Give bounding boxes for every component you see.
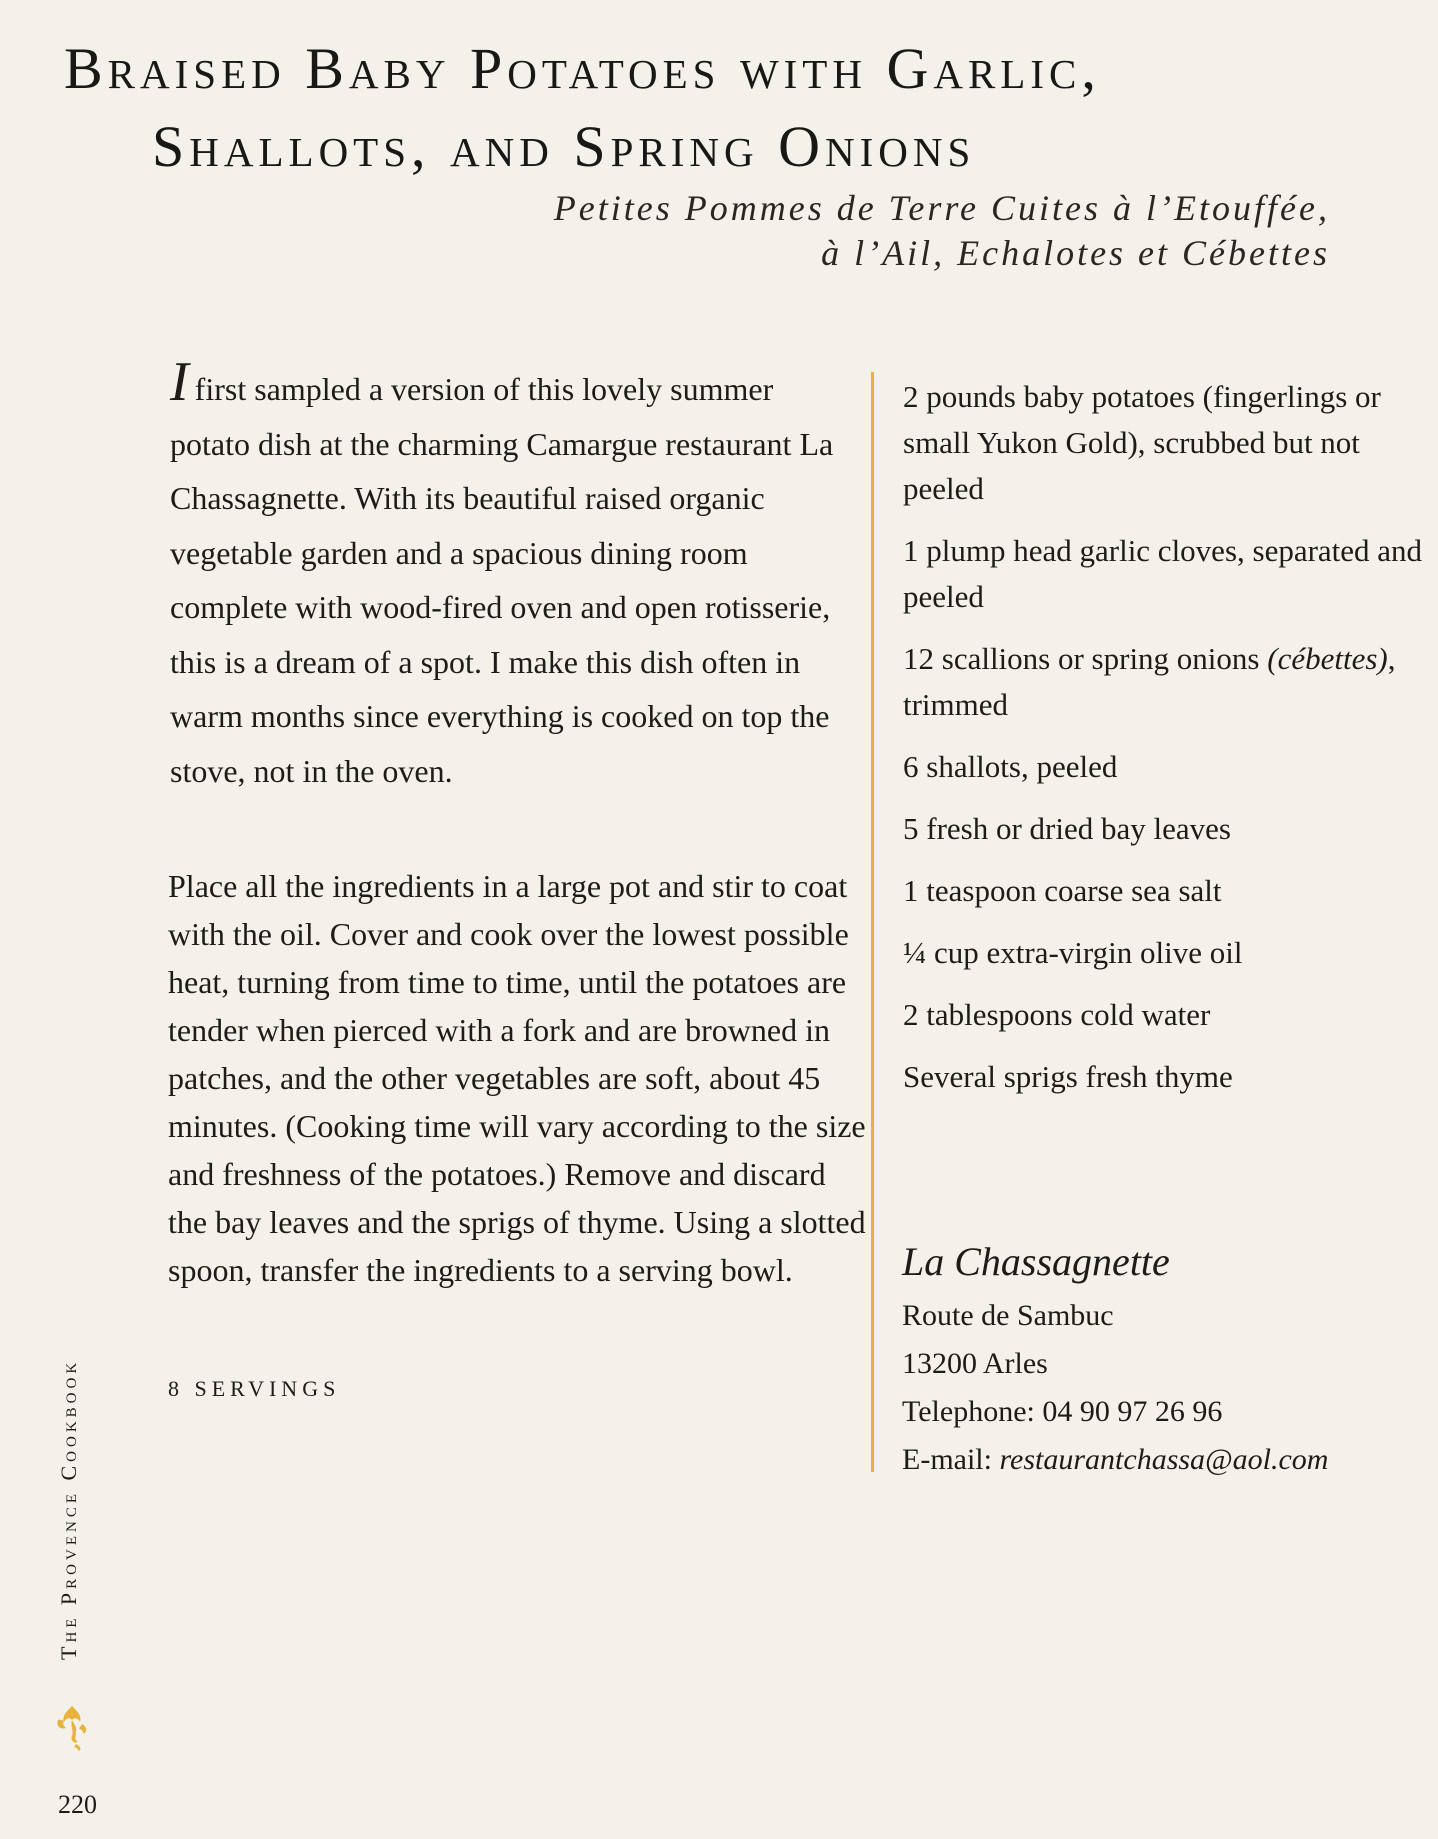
page-number: 220 (58, 1790, 97, 1819)
intro-paragraph (170, 351, 860, 798)
restaurant-name: La Chassagnette (902, 1239, 1170, 1284)
ingredient-item: 1 teaspoon coarse sea salt (903, 873, 1222, 908)
restaurant-info (902, 1232, 1422, 1484)
ingredient-item: Several sprigs fresh thyme (903, 1059, 1233, 1094)
drop-cap: I (170, 351, 189, 413)
intro-text: first sampled a version of this lovely summer potato dish at the charming Camargue restaurant La Chassagnette. With its beautiful raised organic vegetable garden and a spacious dining room complete with wood-fired oven and open rotisserie, this is a dream of a spot. I make this dish often in warm months since everything is cooked on top the stove, not in the oven. (170, 371, 834, 789)
ingredient-item: 1 plump head garlic cloves, separated and peeled (903, 533, 1423, 614)
method-paragraph: Place all the ingredients in a large pot and stir to coat with the oil. Cover and cook over the lowest possible heat, turning from time to time, until the potatoes are tender when pierced with a fork and are browned in patches, and the other vegetables are soft, about 45 minutes. (Cooking time will vary according to the size and freshness of the potatoes.) Remove and discard the bay leaves and the sprigs of thyme. Using a slotted spoon, transfer the ingredients to a serving bowl. (168, 868, 866, 1288)
running-head (56, 1320, 82, 1660)
book-title: The Provence Cookbook (56, 1358, 81, 1660)
ingredient-item: 2 pounds baby potatoes (fingerlings or small Yukon Gold), scrubbed but not peeled (903, 379, 1381, 506)
ingredient-text: , trimmed (903, 641, 1396, 722)
restaurant-address: Route de Sambuc (902, 1299, 1114, 1332)
ingredient-french-term: (cébettes) (1267, 641, 1388, 676)
ingredient-item (903, 636, 1423, 728)
ingredient-item: ¼ cup extra-virgin olive oil (903, 935, 1243, 970)
email-label: E-mail: (902, 1443, 1000, 1476)
restaurant-telephone: Telephone: 04 90 97 26 96 (902, 1395, 1223, 1428)
ingredient-list (903, 374, 1423, 1116)
ingredient-item: 2 tablespoons cold water (903, 997, 1211, 1032)
servings-label: 8 SERVINGS (168, 1376, 341, 1401)
fleur-ornament-icon (52, 1702, 92, 1752)
title-line-2: Shallots, and Spring Onions (152, 114, 976, 179)
french-subtitle (554, 186, 1330, 276)
restaurant-city: 13200 Arles (902, 1347, 1048, 1380)
title-line-1: Braised Baby Potatoes with Garlic, (64, 36, 1101, 101)
subtitle-line-1: Petites Pommes de Terre Cuites à l’Etouffée, (553, 188, 1330, 228)
subtitle-line-2: à l’Ail, Echalotes et Cébettes (821, 233, 1330, 273)
recipe-title (64, 30, 1364, 186)
ingredient-item: 6 shallots, peeled (903, 749, 1118, 784)
column-divider (871, 372, 874, 1472)
restaurant-email: restaurantchassa@aol.com (999, 1443, 1329, 1476)
restaurant-email-row (902, 1436, 1422, 1484)
ingredient-text: 12 scallions or spring onions (903, 641, 1260, 676)
ingredient-item: 5 fresh or dried bay leaves (903, 811, 1231, 846)
